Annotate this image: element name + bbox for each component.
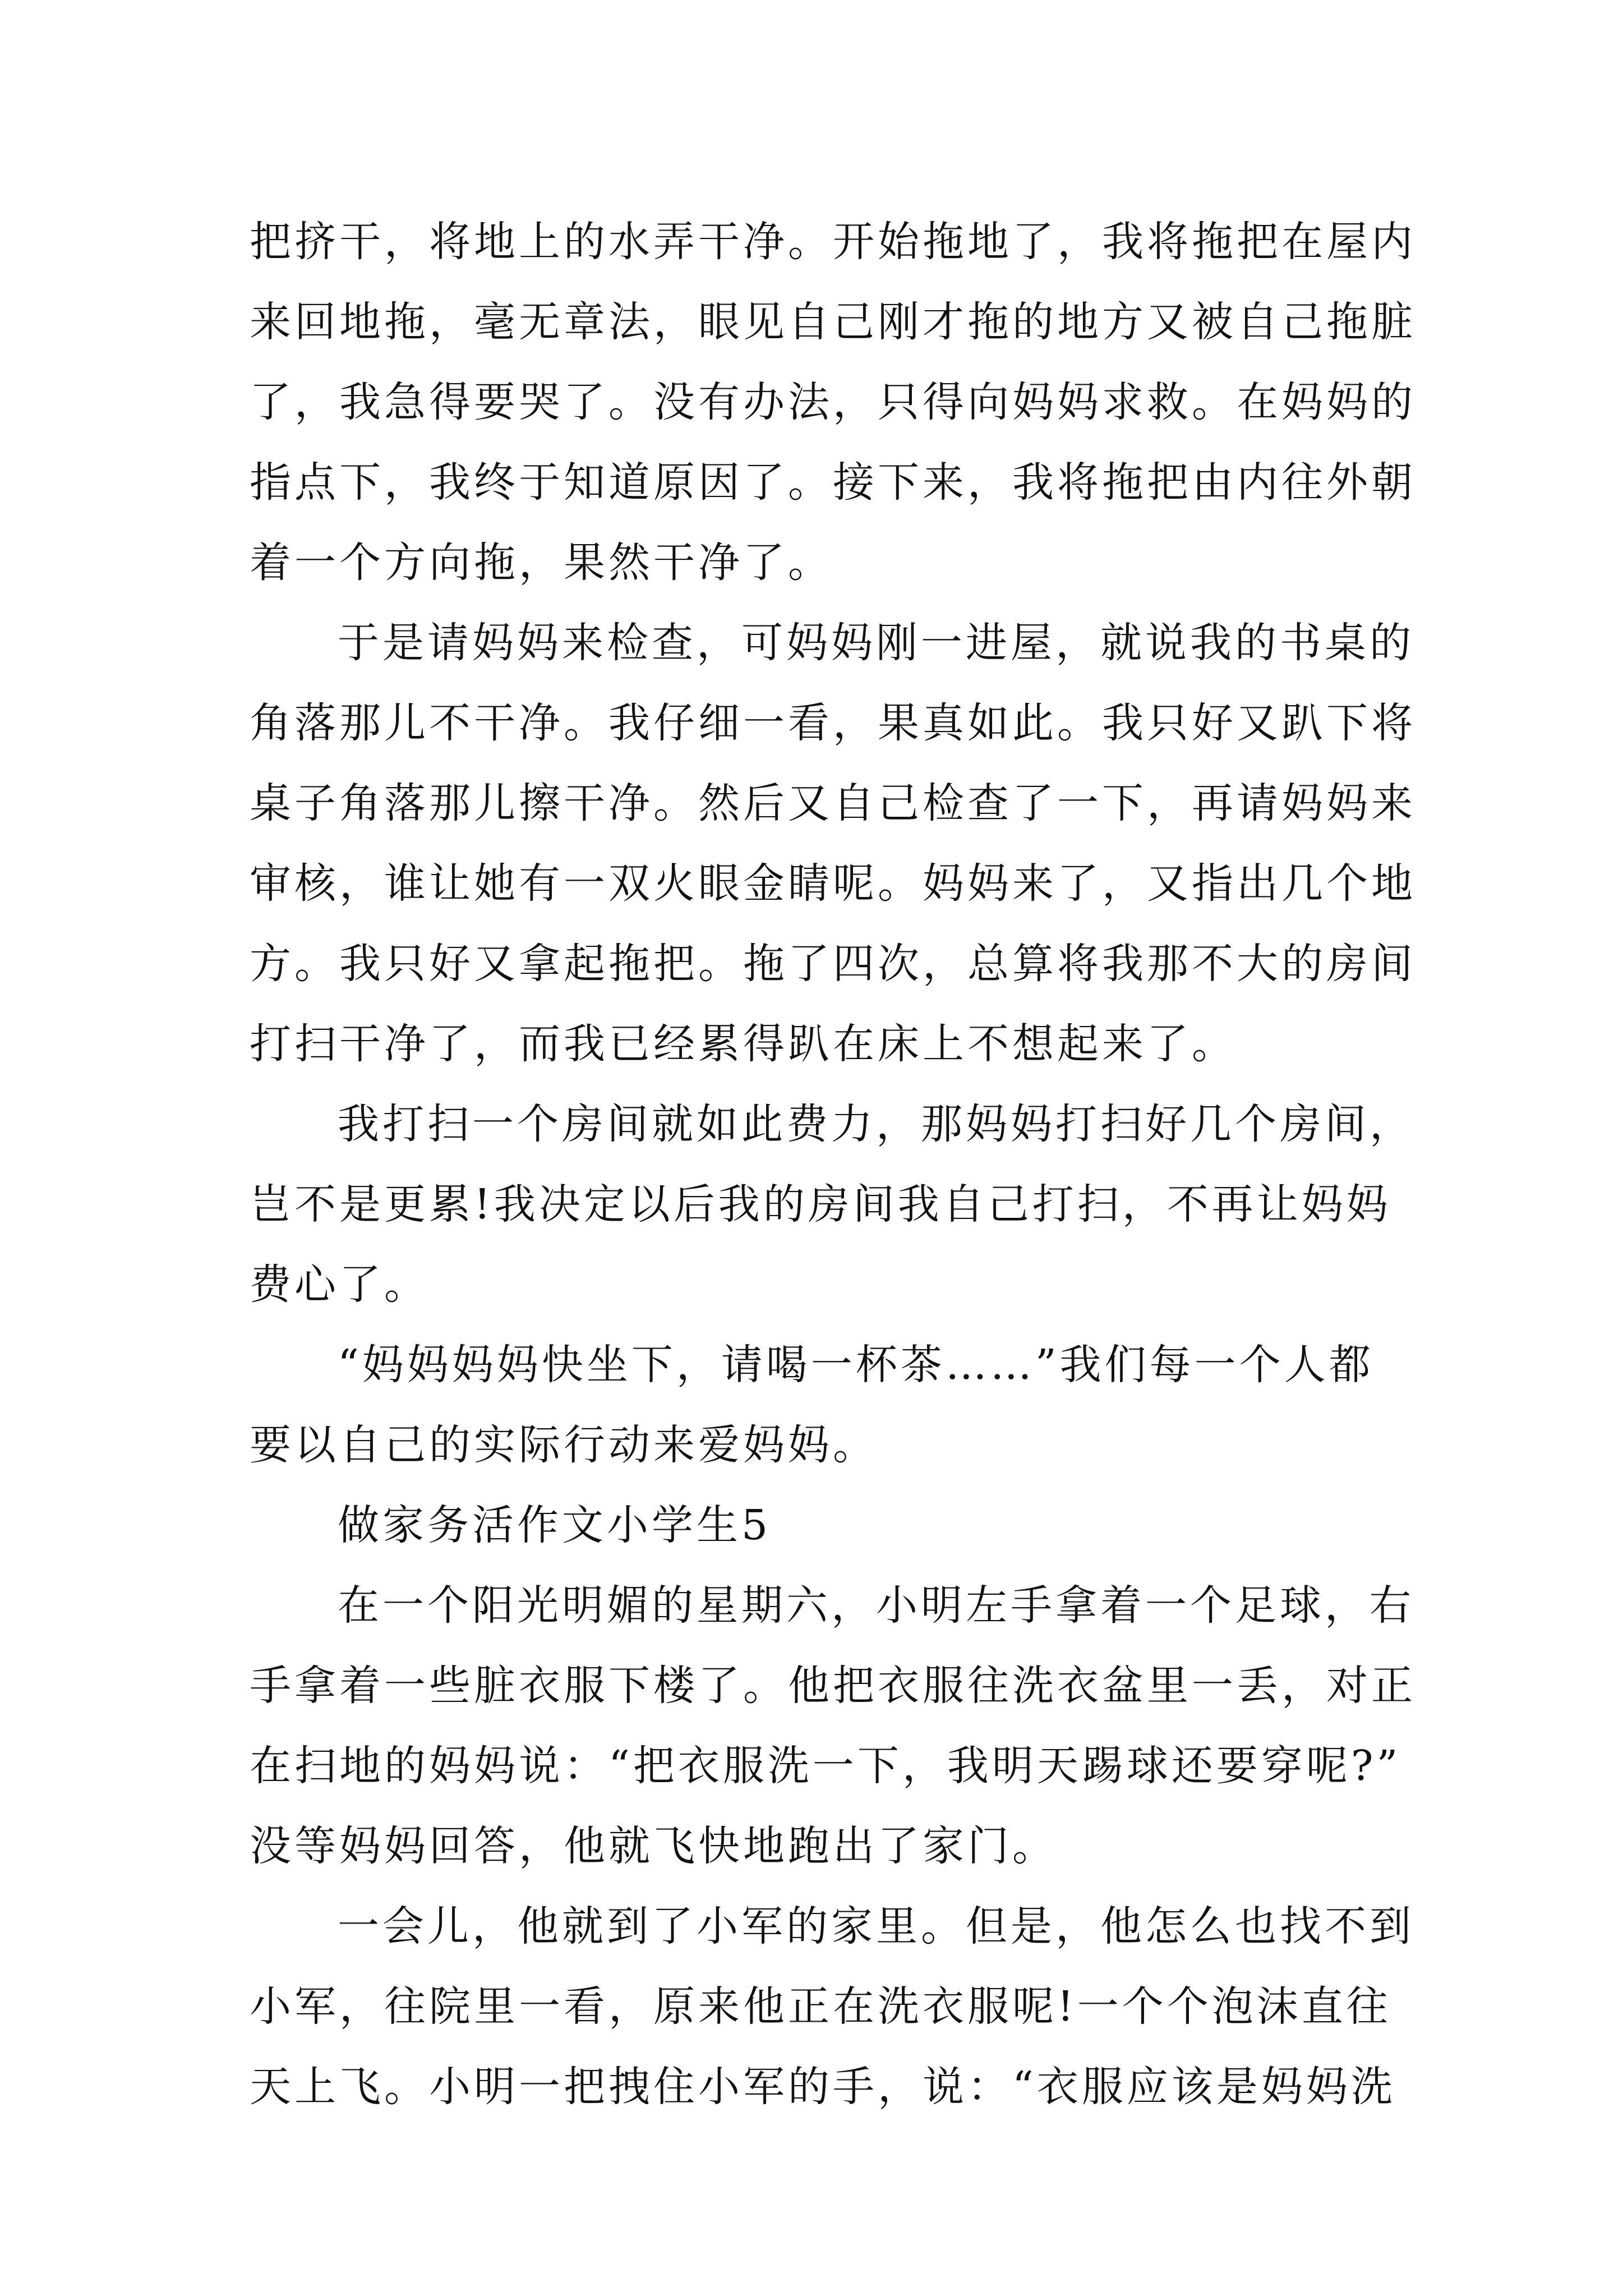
text-line: 把挤干，将地上的水弄干净。开始拖地了，我将拖把在屋内	[250, 218, 1416, 266]
text-line: “妈妈妈妈快坐下，请喝一杯茶……”我们每一个人都	[338, 1341, 1374, 1389]
text-line: 天上飞。小明一把拽住小军的手，说：“衣服应该是妈妈洗	[250, 2063, 1396, 2111]
text-line: 来回地拖，毫无章法，眼见自己刚才拖的地方又被自己拖脏	[250, 298, 1416, 346]
text-line: 着一个方向拖，果然干净了。	[250, 539, 833, 587]
text-line: 了，我急得要哭了。没有办法，只得向妈妈求救。在妈妈的	[250, 378, 1416, 426]
document-page	[250, 202, 1416, 2127]
section-heading: 做家务活作文小学生5	[338, 1501, 772, 1549]
text-line: 在一个阳光明媚的星期六，小明左手拿着一个足球，右	[338, 1581, 1414, 1630]
text-line: 没等妈妈回答，他就飞快地跑出了家门。	[250, 1822, 1057, 1870]
text-line: 一会儿，他就到了小军的家里。但是，他怎么也找不到	[338, 1902, 1414, 1950]
text-line: 角落那儿不干净。我仔细一看，果真如此。我只好又趴下将	[250, 699, 1416, 747]
text-line: 我打扫一个房间就如此费力，那妈妈打扫好几个房间，	[338, 1100, 1414, 1148]
text-line: 岂不是更累!我决定以后我的房间我自己打扫，不再让妈妈	[250, 1180, 1391, 1228]
text-line: 打扫干净了，而我已经累得趴在床上不想起来了。	[250, 1020, 1237, 1068]
text-line: 手拿着一些脏衣服下楼了。他把衣服往洗衣盆里一丢，对正	[250, 1662, 1416, 1710]
text-line: 桌子角落那儿擦干净。然后又自己检查了一下，再请妈妈来	[250, 779, 1416, 827]
text-line: 指点下，我终于知道原因了。接下来，我将拖把由内往外朝	[250, 458, 1416, 507]
text-line: 在扫地的妈妈说：“把衣服洗一下，我明天踢球还要穿呢?”	[250, 1742, 1401, 1790]
text-line: 于是请妈妈来检查，可妈妈刚一进屋，就说我的书桌的	[338, 619, 1414, 667]
text-line: 小军，往院里一看，原来他正在洗衣服呢!一个个泡沫直往	[250, 1982, 1391, 2031]
text-line: 费心了。	[250, 1260, 429, 1309]
text-line: 审核，谁让她有一双火眼金睛呢。妈妈来了，又指出几个地	[250, 859, 1416, 908]
text-line: 要以自己的实际行动来爱妈妈。	[250, 1421, 878, 1469]
text-line: 方。我只好又拿起拖把。拖了四次，总算将我那不大的房间	[250, 940, 1416, 988]
